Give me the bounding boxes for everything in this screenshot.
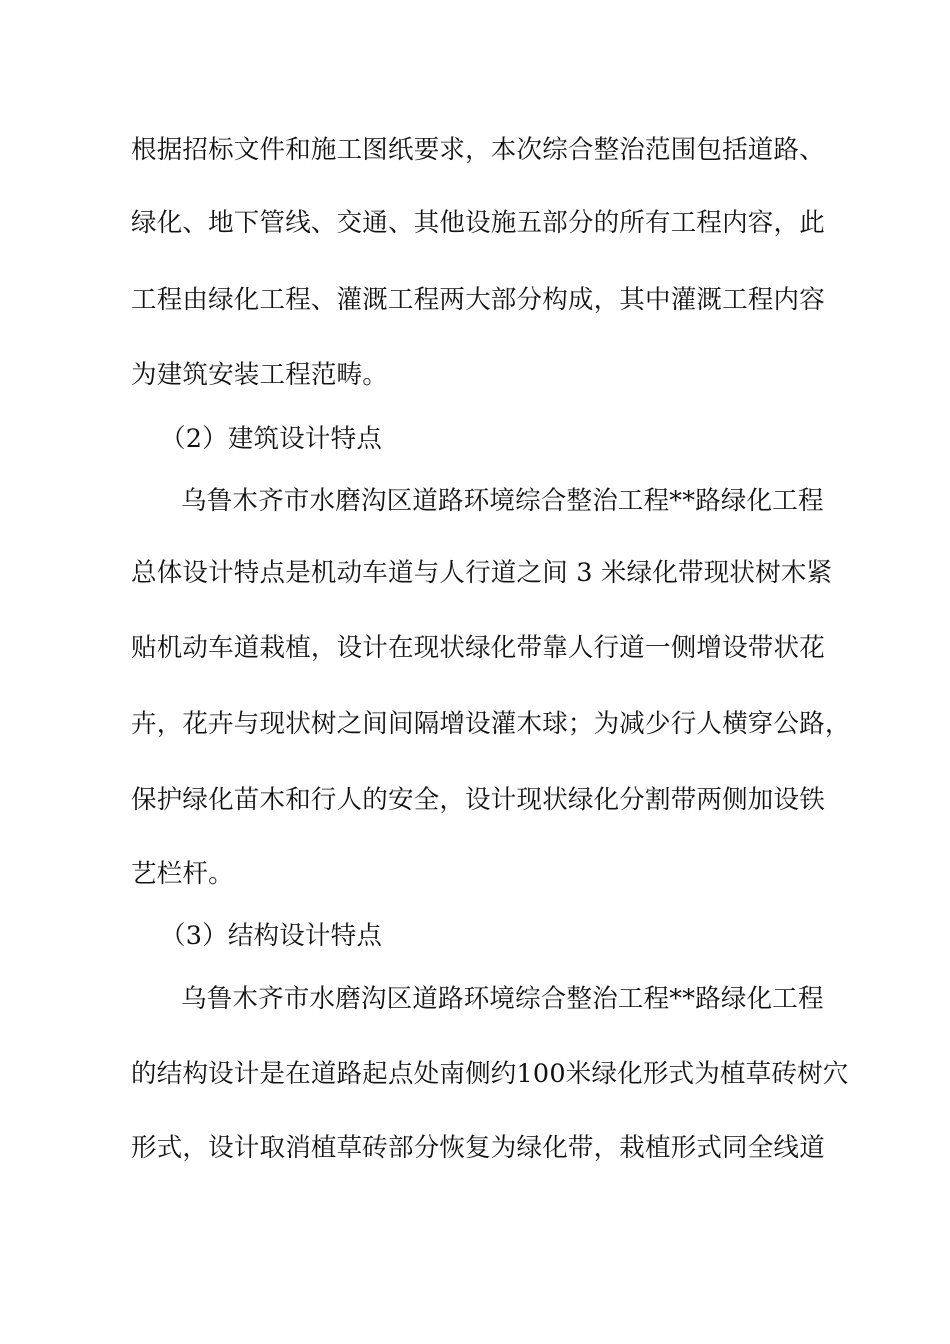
paragraph-line: 乌鲁木齐市水磨沟区道路环境综合整治工程**路绿化工程 <box>181 486 824 516</box>
paragraph-line: 绿化、地下管线、交通、其他设施五部分的所有工程内容，此 <box>131 208 825 238</box>
section-heading: （3）结构设计特点 <box>160 921 383 951</box>
paragraph-line: 根据招标文件和施工图纸要求，本次综合整治范围包括道路、 <box>131 135 825 165</box>
paragraph-line: 为建筑安装工程范畴。 <box>131 360 389 390</box>
paragraph-line: 贴机动车道栽植，设计在现状绿化带靠人行道一侧增设带状花 <box>131 633 825 663</box>
paragraph-line: 工程由绿化工程、灌溉工程两大部分构成，其中灌溉工程内容 <box>131 285 825 315</box>
paragraph-line: 艺栏杆。 <box>131 859 234 889</box>
section-heading: （2）建筑设计特点 <box>160 424 383 454</box>
paragraph-line: 的结构设计是在道路起点处南侧约100米绿化形式为植草砖树穴 <box>131 1059 849 1089</box>
paragraph-line: 卉，花卉与现状树之间间隔增设灌木球；为减少行人横穿公路， <box>131 709 851 739</box>
paragraph-line: 保护绿化苗木和行人的安全，设计现状绿化分割带两侧加设铁 <box>131 785 825 815</box>
paragraph-line: 形式，设计取消植草砖部分恢复为绿化带，栽植形式同全线道 <box>131 1133 825 1163</box>
paragraph-line: 乌鲁木齐市水磨沟区道路环境综合整治工程**路绿化工程 <box>181 984 824 1014</box>
paragraph-line: 总体设计特点是机动车道与人行道之间 3 米绿化带现状树木紧 <box>131 558 833 588</box>
